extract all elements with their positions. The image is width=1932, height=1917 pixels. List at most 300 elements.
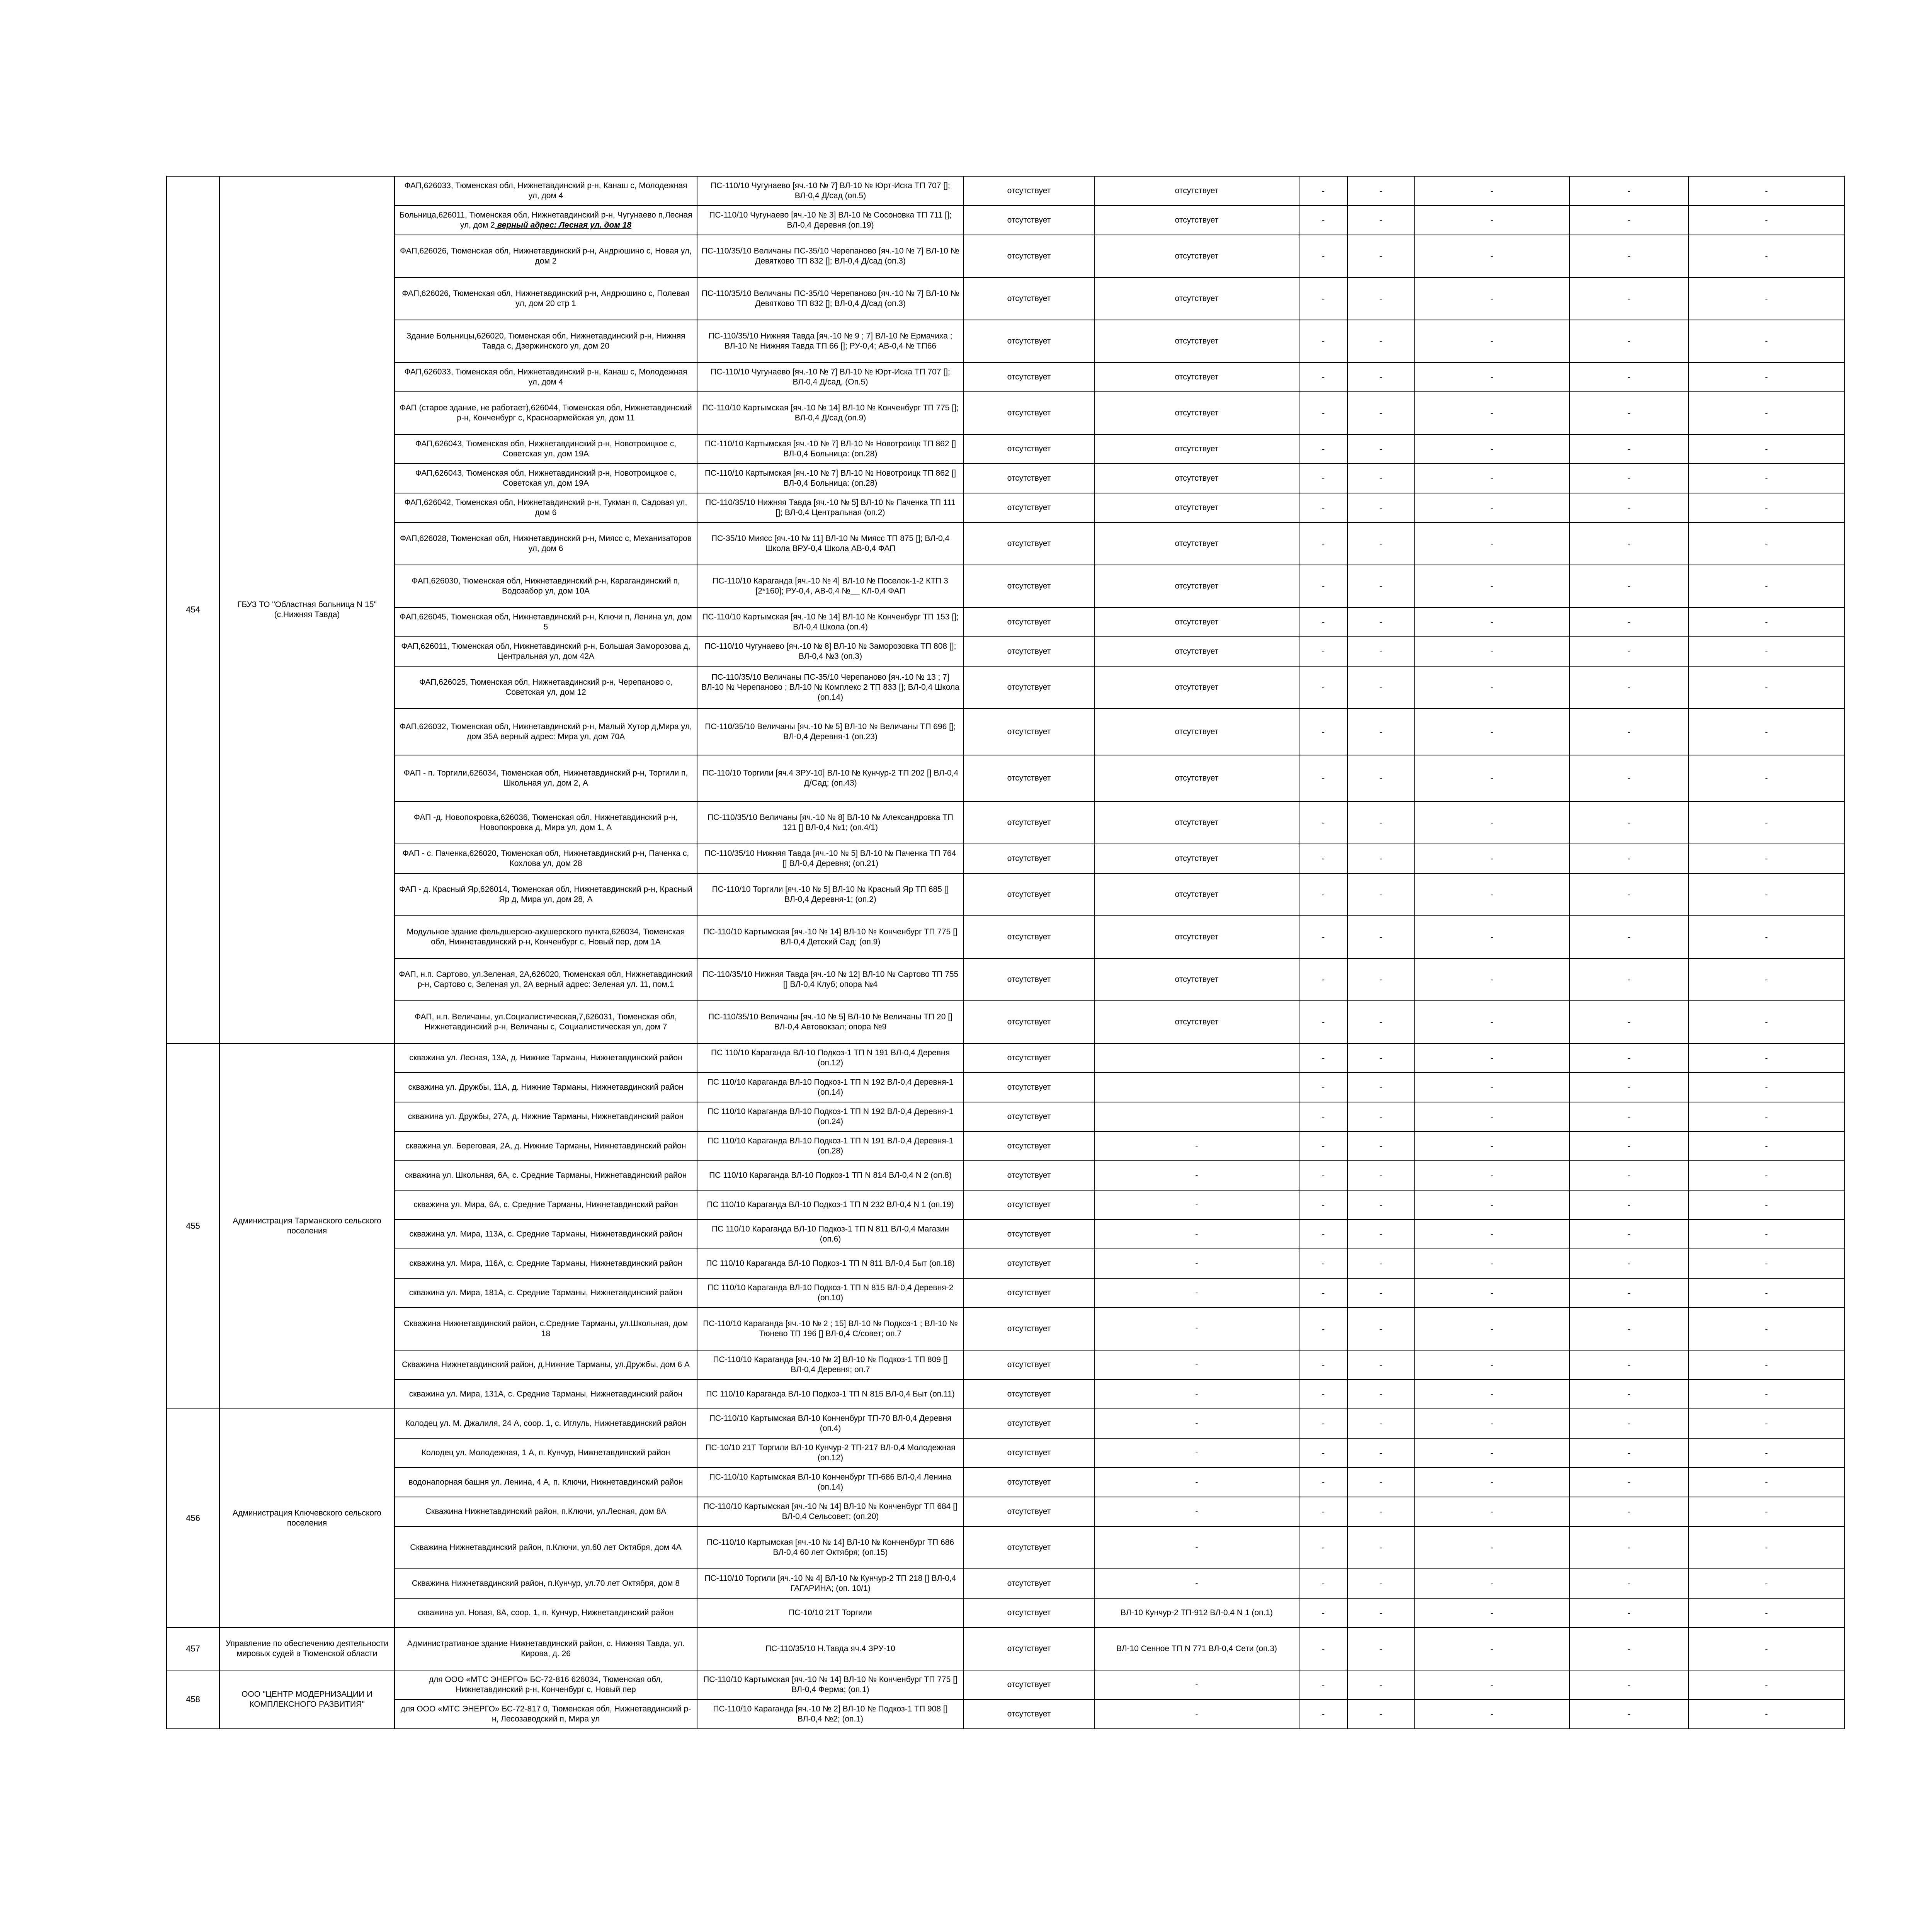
dash-cell: -: [1299, 1073, 1347, 1102]
substation-line-cell: ПС 110/10 Караганда ВЛ-10 Подкоз-1 ТП N 815 ВЛ-0,4 Быт (оп.11): [697, 1379, 964, 1409]
table-row: [167, 1350, 1844, 1379]
table-row: [167, 235, 1844, 277]
backup-source-cell: отсутствует: [1094, 709, 1299, 755]
table-row: [167, 362, 1844, 392]
dash-cell: -: [1570, 1190, 1689, 1220]
dash-cell: -: [1414, 755, 1570, 801]
status-cell: отсутствует: [964, 1598, 1094, 1628]
backup-source-cell: ВЛ-10 Сенное ТП N 771 ВЛ-0,4 Сети (оп.3): [1094, 1628, 1299, 1670]
substation-line-cell: ПС-110/10 Караганда [яч.-10 № 4] ВЛ-10 № Поселок-1-2 КТП 3 [2*160]; РУ-0,4, АВ-0,4 №__ КЛ-0,4 ФАП: [697, 565, 964, 607]
object-address-cell: Колодец ул. Молодежная, 1 А, п. Кунчур, Нижнетавдинский район: [395, 1438, 697, 1468]
object-address-cell: Скважина Нижнетавдинский район, п.Ключи, ул.Лесная, дом 8А: [395, 1497, 697, 1526]
status-cell: отсутствует: [964, 565, 1094, 607]
object-address-cell: водонапорная башня ул. Ленина, 4 А, п. Ключи, Нижнетавдинский район: [395, 1468, 697, 1497]
dash-cell: -: [1414, 1670, 1570, 1699]
object-address-cell: Больница,626011, Тюменская обл, Нижнетавдинский р-н, Чугунаево п,Лесная ул, дом 2 верный адрес: Лесная ул. дом 18: [395, 206, 697, 235]
backup-source-cell: -: [1094, 1131, 1299, 1161]
object-address-cell: ФАП,626028, Тюменская обл, Нижнетавдинский р-н, Миясс с, Механизаторов ул, дом 6: [395, 522, 697, 565]
dash-cell: -: [1299, 916, 1347, 958]
organization-cell: ГБУЗ ТО "Областная больница N 15" (с.Нижняя Тавда): [219, 176, 395, 1043]
substation-line-cell: ПС-110/10 Картымская [яч.-10 № 14] ВЛ-10 № Конченбург ТП 775 [] ВЛ-0,4 Детский Сад; (оп.9): [697, 916, 964, 958]
dash-cell: -: [1570, 1161, 1689, 1190]
dash-cell: -: [1347, 801, 1414, 844]
dash-cell: -: [1299, 1043, 1347, 1073]
substation-line-cell: ПС 110/10 Караганда ВЛ-10 Подкоз-1 ТП N 815 ВЛ-0,4 Деревня-2 (оп.10): [697, 1278, 964, 1308]
substation-line-cell: ПС 110/10 Караганда ВЛ-10 Подкоз-1 ТП N 811 ВЛ-0,4 Магазин (оп.6): [697, 1220, 964, 1249]
backup-source-cell: отсутствует: [1094, 493, 1299, 522]
dash-cell: -: [1347, 709, 1414, 755]
backup-source-cell: отсутствует: [1094, 277, 1299, 320]
object-address-cell: ФАП - п. Торгили,626034, Тюменская обл, Нижнетавдинский р-н, Торгили п, Школьная ул, дом 2, А: [395, 755, 697, 801]
object-address-cell: скважина ул. Школьная, 6А, с. Средние Тарманы, Нижнетавдинский район: [395, 1161, 697, 1190]
dash-cell: -: [1689, 565, 1844, 607]
substation-line-cell: ПС-35/10 Миясс [яч.-10 № 11] ВЛ-10 № Миясс ТП 875 []; ВЛ-0,4 Школа ВРУ-0,4 Школа АВ-0,4 ФАП: [697, 522, 964, 565]
backup-source-cell: отсутствует: [1094, 1001, 1299, 1043]
dash-cell: -: [1689, 709, 1844, 755]
dash-cell: -: [1689, 1468, 1844, 1497]
dash-cell: -: [1689, 464, 1844, 493]
substation-line-cell: ПС 110/10 Караганда ВЛ-10 Подкоз-1 ТП N 811 ВЛ-0,4 Быт (оп.18): [697, 1249, 964, 1278]
object-address-cell: скважина ул. Мира, 6А, с. Средние Тарманы, Нижнетавдинский район: [395, 1190, 697, 1220]
dash-cell: -: [1570, 844, 1689, 873]
status-cell: отсутствует: [964, 1220, 1094, 1249]
status-cell: отсутствует: [964, 1308, 1094, 1350]
status-cell: отсутствует: [964, 1190, 1094, 1220]
dash-cell: -: [1299, 277, 1347, 320]
dash-cell: -: [1689, 916, 1844, 958]
status-cell: отсутствует: [964, 493, 1094, 522]
backup-source-cell: -: [1094, 1526, 1299, 1569]
object-address-cell: скважина ул. Дружбы, 11А, д. Нижние Тарманы, Нижнетавдинский район: [395, 1073, 697, 1102]
dash-cell: -: [1299, 1379, 1347, 1409]
dash-cell: -: [1570, 565, 1689, 607]
status-cell: отсутствует: [964, 176, 1094, 206]
status-cell: отсутствует: [964, 607, 1094, 637]
dash-cell: -: [1299, 1497, 1347, 1526]
dash-cell: -: [1414, 844, 1570, 873]
dash-cell: -: [1414, 362, 1570, 392]
dash-cell: -: [1689, 958, 1844, 1001]
table-row: [167, 565, 1844, 607]
backup-source-cell: отсутствует: [1094, 565, 1299, 607]
status-cell: отсутствует: [964, 637, 1094, 666]
table-row: [167, 1409, 1844, 1438]
substation-line-cell: ПС-110/35/10 Нижняя Тавда [яч.-10 № 5] ВЛ-10 № Паченка ТП 764 [] ВЛ-0,4 Деревня; (оп.21): [697, 844, 964, 873]
substation-line-cell: ПС-110/35/10 Величаны ПС-35/10 Черепаново [яч.-10 № 13 ; 7] ВЛ-10 № Черепаново ; ВЛ-10 № Комплекс 2 ТП 833 []; ВЛ-0,4 Школа (оп.14): [697, 666, 964, 709]
dash-cell: -: [1347, 176, 1414, 206]
dash-cell: -: [1347, 1497, 1414, 1526]
dash-cell: -: [1570, 637, 1689, 666]
table-row: [167, 1526, 1844, 1569]
dash-cell: -: [1299, 493, 1347, 522]
object-address-cell: ФАП,626045, Тюменская обл, Нижнетавдинский р-н, Ключи п, Ленина ул, дом 5: [395, 607, 697, 637]
dash-cell: -: [1299, 709, 1347, 755]
dash-cell: -: [1347, 637, 1414, 666]
dash-cell: -: [1689, 1161, 1844, 1190]
dash-cell: -: [1414, 277, 1570, 320]
dash-cell: -: [1299, 755, 1347, 801]
organization-cell: Администрация Тарманского сельского поселения: [219, 1043, 395, 1409]
object-address-cell: Скважина Нижнетавдинский район, с.Средние Тарманы, ул.Школьная, дом 18: [395, 1308, 697, 1350]
table-row: [167, 206, 1844, 235]
table-row: [167, 1699, 1844, 1729]
substation-line-cell: ПС-110/10 Картымская ВЛ-10 Конченбург ТП-686 ВЛ-0,4 Ленина (оп.14): [697, 1468, 964, 1497]
dash-cell: -: [1299, 1670, 1347, 1699]
backup-source-cell: -: [1094, 1497, 1299, 1526]
dash-cell: -: [1299, 607, 1347, 637]
object-address-cell: ФАП,626033, Тюменская обл, Нижнетавдинский р-н, Канаш с, Молодежная ул, дом 4: [395, 362, 697, 392]
dash-cell: -: [1299, 801, 1347, 844]
backup-source-cell: -: [1094, 1249, 1299, 1278]
dash-cell: -: [1299, 1161, 1347, 1190]
dash-cell: -: [1570, 1670, 1689, 1699]
dash-cell: -: [1689, 801, 1844, 844]
dash-cell: -: [1689, 1249, 1844, 1278]
dash-cell: -: [1414, 1001, 1570, 1043]
object-address-cell: скважина ул. Мира, 113А, с. Средние Тарманы, Нижнетавдинский район: [395, 1220, 697, 1249]
substation-line-cell: ПС-110/35/10 Величаны [яч.-10 № 8] ВЛ-10 № Александровка ТП 121 [] ВЛ-0,4 №1; (оп.4/1): [697, 801, 964, 844]
dash-cell: -: [1570, 1131, 1689, 1161]
dash-cell: -: [1299, 565, 1347, 607]
dash-cell: -: [1414, 1699, 1570, 1729]
dash-cell: -: [1347, 1102, 1414, 1131]
dash-cell: -: [1570, 666, 1689, 709]
table-row: [167, 1102, 1844, 1131]
table-row: [167, 637, 1844, 666]
dash-cell: -: [1689, 1409, 1844, 1438]
dash-cell: -: [1414, 565, 1570, 607]
status-cell: отсутствует: [964, 1628, 1094, 1670]
spreadsheet-sheet: [166, 176, 1845, 1729]
table-row: [167, 916, 1844, 958]
substation-line-cell: ПС-110/35/10 Н.Тавда яч.4 ЗРУ-10: [697, 1628, 964, 1670]
dash-cell: -: [1570, 493, 1689, 522]
dash-cell: -: [1570, 958, 1689, 1001]
dash-cell: -: [1347, 1670, 1414, 1699]
dash-cell: -: [1299, 434, 1347, 464]
status-cell: отсутствует: [964, 755, 1094, 801]
table-row: [167, 1278, 1844, 1308]
dash-cell: -: [1347, 1350, 1414, 1379]
dash-cell: -: [1299, 176, 1347, 206]
dash-cell: -: [1570, 1350, 1689, 1379]
dash-cell: -: [1689, 493, 1844, 522]
dash-cell: -: [1414, 464, 1570, 493]
dash-cell: -: [1299, 1278, 1347, 1308]
dash-cell: -: [1414, 1526, 1570, 1569]
dash-cell: -: [1299, 1350, 1347, 1379]
substation-line-cell: ПС-110/10 Караганда [яч.-10 № 2] ВЛ-10 № Подкоз-1 ТП 809 [] ВЛ-0,4 Деревня; оп.7: [697, 1350, 964, 1379]
status-cell: отсутствует: [964, 1670, 1094, 1699]
table-row: [167, 801, 1844, 844]
dash-cell: -: [1347, 1278, 1414, 1308]
table-row: [167, 434, 1844, 464]
status-cell: отсутствует: [964, 873, 1094, 916]
dash-cell: -: [1414, 434, 1570, 464]
dash-cell: -: [1347, 1438, 1414, 1468]
backup-source-cell: отсутствует: [1094, 362, 1299, 392]
dash-cell: -: [1689, 1102, 1844, 1131]
dash-cell: -: [1347, 464, 1414, 493]
dash-cell: -: [1347, 1220, 1414, 1249]
dash-cell: -: [1299, 1220, 1347, 1249]
dash-cell: -: [1414, 916, 1570, 958]
dash-cell: -: [1414, 176, 1570, 206]
backup-source-cell: отсутствует: [1094, 607, 1299, 637]
dash-cell: -: [1299, 362, 1347, 392]
dash-cell: -: [1689, 1073, 1844, 1102]
dash-cell: -: [1570, 1249, 1689, 1278]
object-address-cell: ФАП,626026, Тюменская обл, Нижнетавдинский р-н, Андрюшино с, Новая ул, дом 2: [395, 235, 697, 277]
dash-cell: -: [1689, 1379, 1844, 1409]
dash-cell: -: [1689, 362, 1844, 392]
substation-line-cell: ПС-110/35/10 Величаны ПС-35/10 Черепаново [яч.-10 № 7] ВЛ-10 № Девятково ТП 832 []; ВЛ-0,4 Д/сад (оп.3): [697, 277, 964, 320]
status-cell: отсутствует: [964, 522, 1094, 565]
dash-cell: -: [1570, 235, 1689, 277]
dash-cell: -: [1414, 1043, 1570, 1073]
substation-line-cell: ПС-110/10 Чугунаево [яч.-10 № 7] ВЛ-10 № Юрт-Иска ТП 707 []; ВЛ-0,4 Д/сад, (Оп.5): [697, 362, 964, 392]
data-table: [166, 176, 1845, 1729]
backup-source-cell: отсутствует: [1094, 392, 1299, 434]
dash-cell: -: [1347, 392, 1414, 434]
dash-cell: -: [1299, 1438, 1347, 1468]
dash-cell: -: [1299, 1001, 1347, 1043]
object-address-cell: ФАП (старое здание, не работает),626044, Тюменская обл, Нижнетавдинский р-н, Конченбург с, Красноармейская ул, дом 11: [395, 392, 697, 434]
dash-cell: -: [1299, 320, 1347, 362]
table-row: [167, 1670, 1844, 1699]
dash-cell: -: [1414, 1249, 1570, 1278]
backup-source-cell: [1094, 1043, 1299, 1073]
object-address-cell: ФАП - д. Красный Яр,626014, Тюменская обл, Нижнетавдинский р-н, Красный Яр д, Мира ул, дом 28, А: [395, 873, 697, 916]
substation-line-cell: ПС-110/35/10 Нижняя Тавда [яч.-10 № 12] ВЛ-10 № Сартово ТП 755 [] ВЛ-0,4 Клуб; опора №4: [697, 958, 964, 1001]
dash-cell: -: [1414, 206, 1570, 235]
dash-cell: -: [1689, 522, 1844, 565]
dash-cell: -: [1570, 1699, 1689, 1729]
backup-source-cell: -: [1094, 1409, 1299, 1438]
row-number-cell: 457: [167, 1628, 219, 1670]
row-number-cell: 455: [167, 1043, 219, 1409]
dash-cell: -: [1414, 958, 1570, 1001]
status-cell: отсутствует: [964, 1278, 1094, 1308]
table-row: [167, 958, 1844, 1001]
object-address-cell: ФАП,626026, Тюменская обл, Нижнетавдинский р-н, Андрюшино с, Полевая ул, дом 20 стр 1: [395, 277, 697, 320]
backup-source-cell: -: [1094, 1379, 1299, 1409]
dash-cell: -: [1414, 637, 1570, 666]
backup-source-cell: -: [1094, 1190, 1299, 1220]
table-row: [167, 320, 1844, 362]
dash-cell: -: [1299, 206, 1347, 235]
dash-cell: -: [1414, 1161, 1570, 1190]
substation-line-cell: ПС-110/10 Картымская ВЛ-10 Конченбург ТП-70 ВЛ-0,4 Деревня (оп.4): [697, 1409, 964, 1438]
substation-line-cell: ПС-110/10 Картымская [яч.-10 № 14] ВЛ-10 № Конченбург ТП 684 [] ВЛ-0,4 Сельсовет; (оп.20): [697, 1497, 964, 1526]
dash-cell: -: [1570, 755, 1689, 801]
dash-cell: -: [1414, 1220, 1570, 1249]
table-row: [167, 464, 1844, 493]
status-cell: отсутствует: [964, 1043, 1094, 1073]
dash-cell: -: [1347, 1526, 1414, 1569]
dash-cell: -: [1570, 522, 1689, 565]
dash-cell: -: [1347, 1569, 1414, 1598]
organization-cell: Управление по обеспечению деятельности мировых судей в Тюменской области: [219, 1628, 395, 1670]
dash-cell: -: [1347, 320, 1414, 362]
object-address-cell: ФАП,626032, Тюменская обл, Нижнетавдинский р-н, Малый Хутор д,Мира ул, дом 35А верный адрес: Мира ул, дом 70А: [395, 709, 697, 755]
dash-cell: -: [1414, 1569, 1570, 1598]
table-row: [167, 1438, 1844, 1468]
dash-cell: -: [1689, 755, 1844, 801]
dash-cell: -: [1689, 1670, 1844, 1699]
table-row: [167, 666, 1844, 709]
table-row: [167, 1161, 1844, 1190]
table-row: [167, 1379, 1844, 1409]
organization-cell: Администрация Ключевского сельского поселения: [219, 1409, 395, 1628]
table-row: [167, 607, 1844, 637]
dash-cell: -: [1570, 607, 1689, 637]
dash-cell: -: [1347, 1001, 1414, 1043]
dash-cell: -: [1570, 392, 1689, 434]
dash-cell: -: [1414, 1190, 1570, 1220]
dash-cell: -: [1347, 1043, 1414, 1073]
dash-cell: -: [1414, 666, 1570, 709]
backup-source-cell: отсутствует: [1094, 434, 1299, 464]
dash-cell: -: [1299, 1190, 1347, 1220]
dash-cell: -: [1299, 666, 1347, 709]
object-address-cell: ФАП, н.п. Величаны, ул.Социалистическая,7,626031, Тюменская обл, Нижнетавдинский р-н, Величаны с, Социалистическая ул, дом 7: [395, 1001, 697, 1043]
dash-cell: -: [1689, 1699, 1844, 1729]
substation-line-cell: ПС-10/10 21Т Торгили ВЛ-10 Кунчур-2 ТП-217 ВЛ-0,4 Молодежная (оп.12): [697, 1438, 964, 1468]
backup-source-cell: отсутствует: [1094, 176, 1299, 206]
status-cell: отсутствует: [964, 958, 1094, 1001]
dash-cell: -: [1347, 1409, 1414, 1438]
dash-cell: -: [1414, 1438, 1570, 1468]
dash-cell: -: [1689, 320, 1844, 362]
table-row: [167, 844, 1844, 873]
status-cell: отсутствует: [964, 320, 1094, 362]
status-cell: отсутствует: [964, 206, 1094, 235]
backup-source-cell: отсутствует: [1094, 755, 1299, 801]
backup-source-cell: -: [1094, 1699, 1299, 1729]
table-row: [167, 1628, 1844, 1670]
table-row: [167, 522, 1844, 565]
dash-cell: -: [1570, 1073, 1689, 1102]
dash-cell: -: [1347, 916, 1414, 958]
substation-line-cell: ПС 110/10 Караганда ВЛ-10 Подкоз-1 ТП N 232 ВЛ-0,4 N 1 (оп.19): [697, 1190, 964, 1220]
dash-cell: -: [1347, 1699, 1414, 1729]
dash-cell: -: [1414, 1497, 1570, 1526]
backup-source-cell: -: [1094, 1278, 1299, 1308]
object-address-cell: ФАП,626030, Тюменская обл, Нижнетавдинский р-н, Карагандинский п, Водозабор ул, дом 10А: [395, 565, 697, 607]
dash-cell: -: [1689, 434, 1844, 464]
dash-cell: -: [1570, 1569, 1689, 1598]
backup-source-cell: ВЛ-10 Кунчур-2 ТП-912 ВЛ-0,4 N 1 (оп.1): [1094, 1598, 1299, 1628]
dash-cell: -: [1299, 1468, 1347, 1497]
dash-cell: -: [1689, 1438, 1844, 1468]
dash-cell: -: [1570, 916, 1689, 958]
dash-cell: -: [1347, 1131, 1414, 1161]
dash-cell: -: [1414, 1598, 1570, 1628]
dash-cell: -: [1570, 1308, 1689, 1350]
dash-cell: -: [1347, 522, 1414, 565]
dash-cell: -: [1689, 666, 1844, 709]
dash-cell: -: [1414, 493, 1570, 522]
substation-line-cell: ПС-110/10 Картымская [яч.-10 № 14] ВЛ-10 № Конченбург ТП 153 []; ВЛ-0,4 Школа (оп.4): [697, 607, 964, 637]
dash-cell: -: [1299, 1628, 1347, 1670]
substation-line-cell: ПС-110/10 Торгили [яч.-10 № 5] ВЛ-10 № Красный Яр ТП 685 [] ВЛ-0,4 Деревня-1; (оп.2): [697, 873, 964, 916]
dash-cell: -: [1347, 1628, 1414, 1670]
backup-source-cell: отсутствует: [1094, 916, 1299, 958]
backup-source-cell: отсутствует: [1094, 873, 1299, 916]
dash-cell: -: [1570, 1278, 1689, 1308]
dash-cell: -: [1570, 801, 1689, 844]
backup-source-cell: -: [1094, 1350, 1299, 1379]
dash-cell: -: [1299, 1409, 1347, 1438]
substation-line-cell: ПС-110/10 Картымская [яч.-10 № 14] ВЛ-10 № Конченбург ТП 686 ВЛ-0,4 60 лет Октября; (оп.15): [697, 1526, 964, 1569]
dash-cell: -: [1347, 434, 1414, 464]
status-cell: отсутствует: [964, 362, 1094, 392]
dash-cell: -: [1414, 1468, 1570, 1497]
dash-cell: -: [1347, 755, 1414, 801]
table-row: [167, 755, 1844, 801]
dash-cell: -: [1689, 1220, 1844, 1249]
dash-cell: -: [1689, 277, 1844, 320]
substation-line-cell: ПС-110/10 Чугунаево [яч.-10 № 7] ВЛ-10 № Юрт-Иска ТП 707 []; ВЛ-0,4 Д/сад (оп.5): [697, 176, 964, 206]
status-cell: отсутствует: [964, 392, 1094, 434]
table-row: [167, 1190, 1844, 1220]
backup-source-cell: отсутствует: [1094, 637, 1299, 666]
status-cell: отсутствует: [964, 1438, 1094, 1468]
table-row: [167, 1249, 1844, 1278]
backup-source-cell: [1094, 1102, 1299, 1131]
object-address-cell: Скважина Нижнетавдинский район, п.Кунчур, ул.70 лет Октября, дом 8: [395, 1569, 697, 1598]
dash-cell: -: [1689, 1043, 1844, 1073]
status-cell: отсутствует: [964, 1073, 1094, 1102]
dash-cell: -: [1570, 1102, 1689, 1131]
dash-cell: -: [1570, 1497, 1689, 1526]
dash-cell: -: [1414, 873, 1570, 916]
dash-cell: -: [1689, 1001, 1844, 1043]
substation-line-cell: ПС-110/35/10 Величаны ПС-35/10 Черепаново [яч.-10 № 7] ВЛ-10 № Девятково ТП 832 []; ВЛ-0,4 Д/сад (оп.3): [697, 235, 964, 277]
dash-cell: -: [1689, 607, 1844, 637]
dash-cell: -: [1414, 1073, 1570, 1102]
status-cell: отсутствует: [964, 1468, 1094, 1497]
dash-cell: -: [1347, 362, 1414, 392]
backup-source-cell: отсутствует: [1094, 235, 1299, 277]
dash-cell: -: [1570, 709, 1689, 755]
substation-line-cell: ПС-110/10 Торгили [яч.4 ЗРУ-10] ВЛ-10 № Кунчур-2 ТП 202 [] ВЛ-0,4 Д/Сад; (оп.43): [697, 755, 964, 801]
substation-line-cell: ПС-10/10 21Т Торгили: [697, 1598, 964, 1628]
substation-line-cell: ПС 110/10 Караганда ВЛ-10 Подкоз-1 ТП N 814 ВЛ-0,4 N 2 (оп.8): [697, 1161, 964, 1190]
dash-cell: -: [1347, 666, 1414, 709]
status-cell: отсутствует: [964, 1161, 1094, 1190]
substation-line-cell: ПС-110/10 Картымская [яч.-10 № 7] ВЛ-10 № Новотроицк ТП 862 [] ВЛ-0,4 Больница: (оп.28): [697, 434, 964, 464]
object-address-cell: скважина ул. Новая, 8А, соор. 1, п. Кунчур, Нижнетавдинский район: [395, 1598, 697, 1628]
dash-cell: -: [1414, 1350, 1570, 1379]
dash-cell: -: [1414, 392, 1570, 434]
dash-cell: -: [1347, 1073, 1414, 1102]
object-address-cell: скважина ул. Мира, 131А, с. Средние Тарманы, Нижнетавдинский район: [395, 1379, 697, 1409]
dash-cell: -: [1570, 1409, 1689, 1438]
status-cell: отсутствует: [964, 235, 1094, 277]
status-cell: отсутствует: [964, 844, 1094, 873]
dash-cell: -: [1570, 1001, 1689, 1043]
dash-cell: -: [1347, 493, 1414, 522]
substation-line-cell: ПС 110/10 Караганда ВЛ-10 Подкоз-1 ТП N 192 ВЛ-0,4 Деревня-1 (оп.24): [697, 1102, 964, 1131]
dash-cell: -: [1299, 1699, 1347, 1729]
backup-source-cell: -: [1094, 1670, 1299, 1699]
backup-source-cell: отсутствует: [1094, 320, 1299, 362]
object-address-cell: скважина ул. Лесная, 13А, д. Нижние Тарманы, Нижнетавдинский район: [395, 1043, 697, 1073]
dash-cell: -: [1347, 277, 1414, 320]
dash-cell: -: [1414, 709, 1570, 755]
